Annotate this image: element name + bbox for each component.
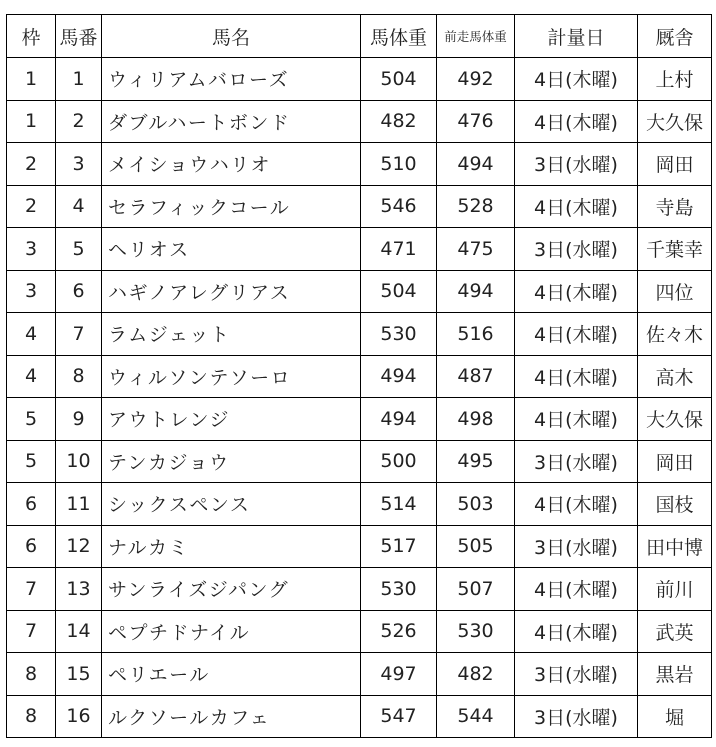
cell-horse-name: メイショウハリオ <box>102 143 361 186</box>
table-row <box>7 653 712 696</box>
cell-stable: 高木 <box>638 355 712 398</box>
cell-weigh-date: 3日(水曜) <box>515 143 638 186</box>
cell-weight: 546 <box>361 185 437 228</box>
cell-weigh-date: 3日(水曜) <box>515 440 638 483</box>
cell-horse-name: セラフィックコール <box>102 185 361 228</box>
cell-waku: 8 <box>7 653 56 696</box>
cell-weigh-date: 4日(木曜) <box>515 355 638 398</box>
table-row <box>7 143 712 186</box>
cell-waku: 1 <box>7 58 56 101</box>
cell-umaban: 12 <box>56 525 102 568</box>
cell-prev-weight: 494 <box>437 143 515 186</box>
cell-umaban: 9 <box>56 398 102 441</box>
table-row <box>7 228 712 271</box>
cell-stable: 佐々木 <box>638 313 712 356</box>
cell-weigh-date: 3日(水曜) <box>515 695 638 738</box>
cell-umaban: 8 <box>56 355 102 398</box>
cell-weight: 514 <box>361 483 437 526</box>
cell-prev-weight: 495 <box>437 440 515 483</box>
cell-stable: 田中博 <box>638 525 712 568</box>
cell-waku: 3 <box>7 270 56 313</box>
cell-horse-name: テンカジョウ <box>102 440 361 483</box>
cell-umaban: 5 <box>56 228 102 271</box>
cell-waku: 4 <box>7 313 56 356</box>
table-row <box>7 568 712 611</box>
cell-umaban: 7 <box>56 313 102 356</box>
table-row <box>7 610 712 653</box>
header-prev-weight: 前走馬体重 <box>437 15 515 58</box>
table-row <box>7 185 712 228</box>
table-row <box>7 270 712 313</box>
cell-weight: 471 <box>361 228 437 271</box>
cell-weight: 547 <box>361 695 437 738</box>
cell-stable: 前川 <box>638 568 712 611</box>
cell-stable: 大久保 <box>638 398 712 441</box>
header-stable: 厩舎 <box>638 15 712 58</box>
cell-waku: 3 <box>7 228 56 271</box>
cell-stable: 国枝 <box>638 483 712 526</box>
cell-weight: 497 <box>361 653 437 696</box>
cell-stable: 寺島 <box>638 185 712 228</box>
cell-prev-weight: 487 <box>437 355 515 398</box>
cell-horse-name: ラムジェット <box>102 313 361 356</box>
cell-weigh-date: 4日(木曜) <box>515 483 638 526</box>
header-waku: 枠 <box>7 15 56 58</box>
cell-weight: 517 <box>361 525 437 568</box>
cell-horse-name: ナルカミ <box>102 525 361 568</box>
cell-weigh-date: 4日(木曜) <box>515 398 638 441</box>
cell-stable: 岡田 <box>638 440 712 483</box>
cell-stable: 大久保 <box>638 100 712 143</box>
cell-horse-name: アウトレンジ <box>102 398 361 441</box>
header-umaban: 馬番 <box>56 15 102 58</box>
cell-horse-name: シックスペンス <box>102 483 361 526</box>
table-row <box>7 313 712 356</box>
cell-umaban: 10 <box>56 440 102 483</box>
cell-prev-weight: 544 <box>437 695 515 738</box>
cell-umaban: 14 <box>56 610 102 653</box>
table-row <box>7 483 712 526</box>
cell-horse-name: ウィリアムバローズ <box>102 58 361 101</box>
cell-prev-weight: 503 <box>437 483 515 526</box>
cell-waku: 8 <box>7 695 56 738</box>
cell-weigh-date: 4日(木曜) <box>515 610 638 653</box>
cell-prev-weight: 507 <box>437 568 515 611</box>
cell-umaban: 16 <box>56 695 102 738</box>
cell-weight: 510 <box>361 143 437 186</box>
cell-weight: 494 <box>361 398 437 441</box>
horse-weight-table <box>6 14 712 738</box>
cell-waku: 5 <box>7 440 56 483</box>
cell-weight: 482 <box>361 100 437 143</box>
cell-waku: 5 <box>7 398 56 441</box>
cell-weight: 504 <box>361 58 437 101</box>
cell-weigh-date: 4日(木曜) <box>515 58 638 101</box>
cell-stable: 千葉幸 <box>638 228 712 271</box>
header-weight: 馬体重 <box>361 15 437 58</box>
cell-weight: 530 <box>361 568 437 611</box>
cell-waku: 7 <box>7 610 56 653</box>
cell-waku: 6 <box>7 525 56 568</box>
cell-stable: 上村 <box>638 58 712 101</box>
table-row <box>7 398 712 441</box>
cell-umaban: 1 <box>56 58 102 101</box>
table-row <box>7 440 712 483</box>
cell-prev-weight: 530 <box>437 610 515 653</box>
cell-stable: 黒岩 <box>638 653 712 696</box>
cell-weigh-date: 3日(水曜) <box>515 525 638 568</box>
cell-weigh-date: 3日(水曜) <box>515 653 638 696</box>
cell-stable: 四位 <box>638 270 712 313</box>
cell-prev-weight: 516 <box>437 313 515 356</box>
cell-weight: 494 <box>361 355 437 398</box>
cell-umaban: 2 <box>56 100 102 143</box>
cell-prev-weight: 492 <box>437 58 515 101</box>
cell-weigh-date: 4日(木曜) <box>515 100 638 143</box>
cell-waku: 1 <box>7 100 56 143</box>
header-weigh-date: 計量日 <box>515 15 638 58</box>
cell-waku: 6 <box>7 483 56 526</box>
cell-weigh-date: 4日(木曜) <box>515 185 638 228</box>
cell-weigh-date: 4日(木曜) <box>515 568 638 611</box>
table-row <box>7 355 712 398</box>
cell-stable: 堀 <box>638 695 712 738</box>
table-header-row <box>7 15 712 58</box>
cell-umaban: 11 <box>56 483 102 526</box>
table-row <box>7 58 712 101</box>
table-row <box>7 695 712 738</box>
cell-weight: 504 <box>361 270 437 313</box>
table-body <box>7 58 712 738</box>
cell-prev-weight: 494 <box>437 270 515 313</box>
cell-prev-weight: 528 <box>437 185 515 228</box>
cell-weigh-date: 4日(木曜) <box>515 313 638 356</box>
cell-weigh-date: 3日(水曜) <box>515 228 638 271</box>
cell-umaban: 13 <box>56 568 102 611</box>
cell-horse-name: ダブルハートボンド <box>102 100 361 143</box>
table-row <box>7 525 712 568</box>
cell-horse-name: ウィルソンテソーロ <box>102 355 361 398</box>
cell-weight: 526 <box>361 610 437 653</box>
cell-waku: 7 <box>7 568 56 611</box>
cell-umaban: 6 <box>56 270 102 313</box>
cell-prev-weight: 482 <box>437 653 515 696</box>
cell-prev-weight: 498 <box>437 398 515 441</box>
cell-stable: 武英 <box>638 610 712 653</box>
cell-prev-weight: 475 <box>437 228 515 271</box>
cell-waku: 4 <box>7 355 56 398</box>
cell-horse-name: ペリエール <box>102 653 361 696</box>
cell-horse-name: サンライズジパング <box>102 568 361 611</box>
cell-weight: 530 <box>361 313 437 356</box>
cell-waku: 2 <box>7 143 56 186</box>
cell-horse-name: ルクソールカフェ <box>102 695 361 738</box>
table-row <box>7 100 712 143</box>
header-horse-name: 馬名 <box>102 15 361 58</box>
cell-umaban: 4 <box>56 185 102 228</box>
cell-horse-name: ハギノアレグリアス <box>102 270 361 313</box>
cell-weight: 500 <box>361 440 437 483</box>
cell-prev-weight: 476 <box>437 100 515 143</box>
cell-weigh-date: 4日(木曜) <box>515 270 638 313</box>
cell-prev-weight: 505 <box>437 525 515 568</box>
cell-waku: 2 <box>7 185 56 228</box>
cell-stable: 岡田 <box>638 143 712 186</box>
cell-umaban: 15 <box>56 653 102 696</box>
cell-umaban: 3 <box>56 143 102 186</box>
cell-horse-name: ヘリオス <box>102 228 361 271</box>
cell-horse-name: ペプチドナイル <box>102 610 361 653</box>
